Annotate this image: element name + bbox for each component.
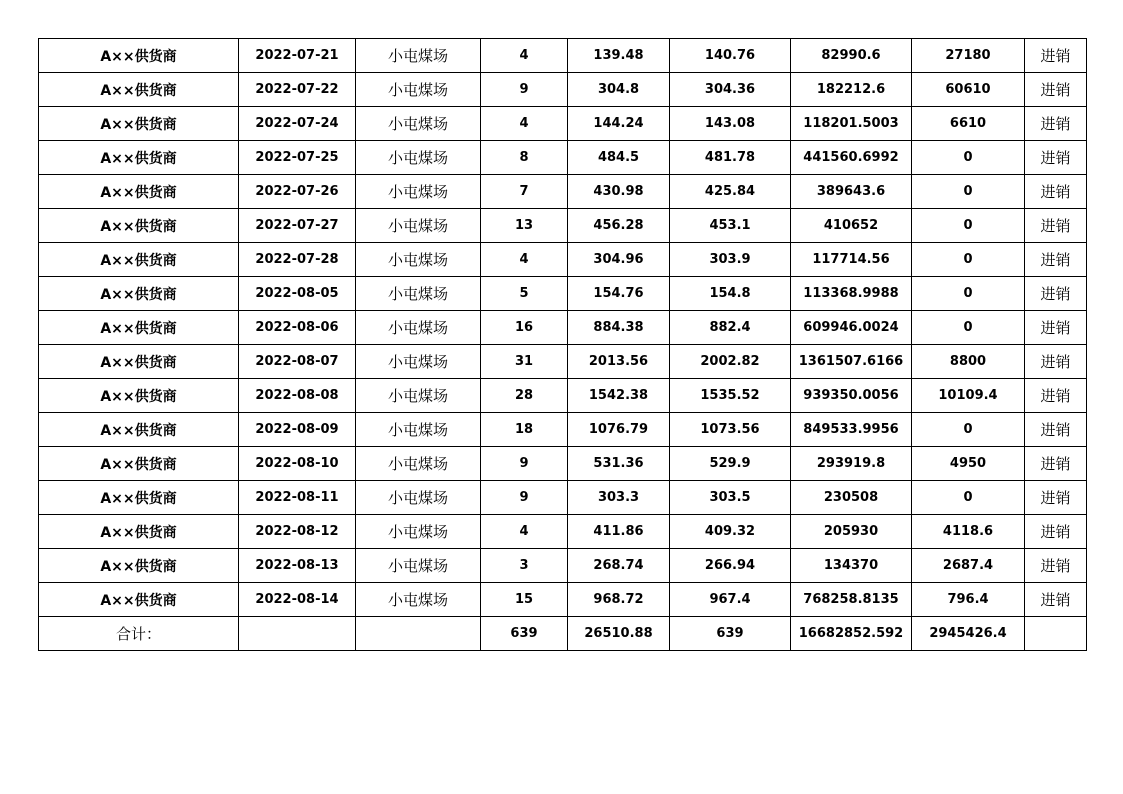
gross-cell: 884.38 — [568, 311, 670, 345]
net-cell: 529.9 — [670, 447, 791, 481]
net-cell: 266.94 — [670, 549, 791, 583]
type-cell: 进销 — [1025, 515, 1087, 549]
mine-cell: 小屯煤场 — [356, 379, 481, 413]
amount-cell: 82990.6 — [791, 39, 912, 73]
paid-cell: 0 — [912, 277, 1025, 311]
mine-cell: 小屯煤场 — [356, 39, 481, 73]
total-gross: 26510.88 — [568, 617, 670, 651]
type-cell: 进销 — [1025, 141, 1087, 175]
amount-cell: 768258.8135 — [791, 583, 912, 617]
gross-cell: 139.48 — [568, 39, 670, 73]
supplier-cell: A××供货商 — [39, 243, 239, 277]
amount-cell: 134370 — [791, 549, 912, 583]
amount-cell: 205930 — [791, 515, 912, 549]
empty-cell — [356, 617, 481, 651]
gross-cell: 968.72 — [568, 583, 670, 617]
table-row — [39, 583, 1087, 617]
supplier-cell: A××供货商 — [39, 481, 239, 515]
gross-cell: 484.5 — [568, 141, 670, 175]
type-cell: 进销 — [1025, 481, 1087, 515]
count-cell: 31 — [481, 345, 568, 379]
date-cell: 2022-08-05 — [239, 277, 356, 311]
type-cell: 进销 — [1025, 379, 1087, 413]
supplier-cell: A××供货商 — [39, 107, 239, 141]
gross-cell: 2013.56 — [568, 345, 670, 379]
count-cell: 3 — [481, 549, 568, 583]
ledger-body — [39, 39, 1087, 651]
date-cell: 2022-08-13 — [239, 549, 356, 583]
count-cell: 5 — [481, 277, 568, 311]
total-amount: 16682852.592 — [791, 617, 912, 651]
amount-cell: 118201.5003 — [791, 107, 912, 141]
date-cell: 2022-08-10 — [239, 447, 356, 481]
amount-cell: 182212.6 — [791, 73, 912, 107]
amount-cell: 849533.9956 — [791, 413, 912, 447]
table-row — [39, 549, 1087, 583]
count-cell: 9 — [481, 447, 568, 481]
mine-cell: 小屯煤场 — [356, 515, 481, 549]
supplier-cell: A××供货商 — [39, 345, 239, 379]
supplier-cell: A××供货商 — [39, 379, 239, 413]
supplier-cell: A××供货商 — [39, 141, 239, 175]
type-cell: 进销 — [1025, 413, 1087, 447]
supplier-cell: A××供货商 — [39, 175, 239, 209]
total-label: 合计： — [39, 617, 239, 651]
mine-cell: 小屯煤场 — [356, 175, 481, 209]
supplier-cell: A××供货商 — [39, 73, 239, 107]
amount-cell: 1361507.6166 — [791, 345, 912, 379]
supplier-cell: A××供货商 — [39, 277, 239, 311]
table-row — [39, 447, 1087, 481]
type-cell: 进销 — [1025, 107, 1087, 141]
gross-cell: 531.36 — [568, 447, 670, 481]
paid-cell: 4118.6 — [912, 515, 1025, 549]
type-cell: 进销 — [1025, 277, 1087, 311]
table-row — [39, 209, 1087, 243]
net-cell: 967.4 — [670, 583, 791, 617]
amount-cell: 939350.0056 — [791, 379, 912, 413]
type-cell: 进销 — [1025, 39, 1087, 73]
count-cell: 4 — [481, 515, 568, 549]
table-row — [39, 277, 1087, 311]
mine-cell: 小屯煤场 — [356, 549, 481, 583]
count-cell: 18 — [481, 413, 568, 447]
date-cell: 2022-07-25 — [239, 141, 356, 175]
net-cell: 303.5 — [670, 481, 791, 515]
gross-cell: 144.24 — [568, 107, 670, 141]
type-cell: 进销 — [1025, 447, 1087, 481]
total-paid: 2945426.4 — [912, 617, 1025, 651]
supplier-cell: A××供货商 — [39, 209, 239, 243]
date-cell: 2022-07-26 — [239, 175, 356, 209]
table-row — [39, 107, 1087, 141]
net-cell: 1535.52 — [670, 379, 791, 413]
net-cell: 154.8 — [670, 277, 791, 311]
gross-cell: 154.76 — [568, 277, 670, 311]
supplier-cell: A××供货商 — [39, 39, 239, 73]
table-row — [39, 39, 1087, 73]
gross-cell: 304.96 — [568, 243, 670, 277]
table-row — [39, 311, 1087, 345]
amount-cell: 389643.6 — [791, 175, 912, 209]
gross-cell: 456.28 — [568, 209, 670, 243]
date-cell: 2022-08-11 — [239, 481, 356, 515]
total-net: 639 — [670, 617, 791, 651]
type-cell: 进销 — [1025, 345, 1087, 379]
ledger-table — [38, 38, 1087, 651]
supplier-cell: A××供货商 — [39, 583, 239, 617]
type-cell: 进销 — [1025, 311, 1087, 345]
gross-cell: 411.86 — [568, 515, 670, 549]
mine-cell: 小屯煤场 — [356, 73, 481, 107]
net-cell: 140.76 — [670, 39, 791, 73]
count-cell: 4 — [481, 39, 568, 73]
supplier-cell: A××供货商 — [39, 413, 239, 447]
type-cell: 进销 — [1025, 243, 1087, 277]
paid-cell: 0 — [912, 141, 1025, 175]
date-cell: 2022-08-08 — [239, 379, 356, 413]
count-cell: 8 — [481, 141, 568, 175]
table-row — [39, 175, 1087, 209]
table-row — [39, 141, 1087, 175]
mine-cell: 小屯煤场 — [356, 311, 481, 345]
date-cell: 2022-08-07 — [239, 345, 356, 379]
gross-cell: 430.98 — [568, 175, 670, 209]
paid-cell: 27180 — [912, 39, 1025, 73]
net-cell: 303.9 — [670, 243, 791, 277]
total-row — [39, 617, 1087, 651]
net-cell: 143.08 — [670, 107, 791, 141]
date-cell: 2022-07-24 — [239, 107, 356, 141]
paid-cell: 4950 — [912, 447, 1025, 481]
paid-cell: 60610 — [912, 73, 1025, 107]
gross-cell: 304.8 — [568, 73, 670, 107]
count-cell: 16 — [481, 311, 568, 345]
amount-cell: 410652 — [791, 209, 912, 243]
gross-cell: 268.74 — [568, 549, 670, 583]
mine-cell: 小屯煤场 — [356, 243, 481, 277]
net-cell: 425.84 — [670, 175, 791, 209]
total-count: 639 — [481, 617, 568, 651]
gross-cell: 303.3 — [568, 481, 670, 515]
table-row — [39, 345, 1087, 379]
supplier-cell: A××供货商 — [39, 549, 239, 583]
count-cell: 15 — [481, 583, 568, 617]
table-row — [39, 413, 1087, 447]
table-row — [39, 515, 1087, 549]
paid-cell: 10109.4 — [912, 379, 1025, 413]
paid-cell: 8800 — [912, 345, 1025, 379]
gross-cell: 1542.38 — [568, 379, 670, 413]
paid-cell: 0 — [912, 243, 1025, 277]
table-row — [39, 243, 1087, 277]
empty-cell — [1025, 617, 1087, 651]
amount-cell: 230508 — [791, 481, 912, 515]
mine-cell: 小屯煤场 — [356, 141, 481, 175]
date-cell: 2022-08-12 — [239, 515, 356, 549]
paid-cell: 0 — [912, 209, 1025, 243]
amount-cell: 609946.0024 — [791, 311, 912, 345]
net-cell: 882.4 — [670, 311, 791, 345]
count-cell: 7 — [481, 175, 568, 209]
mine-cell: 小屯煤场 — [356, 209, 481, 243]
paid-cell: 2687.4 — [912, 549, 1025, 583]
amount-cell: 113368.9988 — [791, 277, 912, 311]
net-cell: 481.78 — [670, 141, 791, 175]
count-cell: 13 — [481, 209, 568, 243]
net-cell: 453.1 — [670, 209, 791, 243]
paid-cell: 0 — [912, 175, 1025, 209]
date-cell: 2022-08-09 — [239, 413, 356, 447]
type-cell: 进销 — [1025, 175, 1087, 209]
count-cell: 9 — [481, 73, 568, 107]
amount-cell: 117714.56 — [791, 243, 912, 277]
net-cell: 304.36 — [670, 73, 791, 107]
paid-cell: 0 — [912, 481, 1025, 515]
paid-cell: 0 — [912, 413, 1025, 447]
type-cell: 进销 — [1025, 73, 1087, 107]
net-cell: 409.32 — [670, 515, 791, 549]
count-cell: 28 — [481, 379, 568, 413]
date-cell: 2022-07-28 — [239, 243, 356, 277]
date-cell: 2022-07-22 — [239, 73, 356, 107]
supplier-cell: A××供货商 — [39, 447, 239, 481]
paid-cell: 0 — [912, 311, 1025, 345]
count-cell: 4 — [481, 243, 568, 277]
mine-cell: 小屯煤场 — [356, 583, 481, 617]
paid-cell: 796.4 — [912, 583, 1025, 617]
mine-cell: 小屯煤场 — [356, 277, 481, 311]
supplier-cell: A××供货商 — [39, 311, 239, 345]
date-cell: 2022-07-27 — [239, 209, 356, 243]
table-row — [39, 73, 1087, 107]
mine-cell: 小屯煤场 — [356, 107, 481, 141]
date-cell: 2022-08-14 — [239, 583, 356, 617]
net-cell: 2002.82 — [670, 345, 791, 379]
mine-cell: 小屯煤场 — [356, 413, 481, 447]
table-row — [39, 379, 1087, 413]
amount-cell: 441560.6992 — [791, 141, 912, 175]
empty-cell — [239, 617, 356, 651]
mine-cell: 小屯煤场 — [356, 345, 481, 379]
table-row — [39, 481, 1087, 515]
type-cell: 进销 — [1025, 583, 1087, 617]
paid-cell: 6610 — [912, 107, 1025, 141]
mine-cell: 小屯煤场 — [356, 447, 481, 481]
amount-cell: 293919.8 — [791, 447, 912, 481]
supplier-cell: A××供货商 — [39, 515, 239, 549]
date-cell: 2022-08-06 — [239, 311, 356, 345]
type-cell: 进销 — [1025, 549, 1087, 583]
gross-cell: 1076.79 — [568, 413, 670, 447]
count-cell: 9 — [481, 481, 568, 515]
net-cell: 1073.56 — [670, 413, 791, 447]
date-cell: 2022-07-21 — [239, 39, 356, 73]
count-cell: 4 — [481, 107, 568, 141]
mine-cell: 小屯煤场 — [356, 481, 481, 515]
type-cell: 进销 — [1025, 209, 1087, 243]
